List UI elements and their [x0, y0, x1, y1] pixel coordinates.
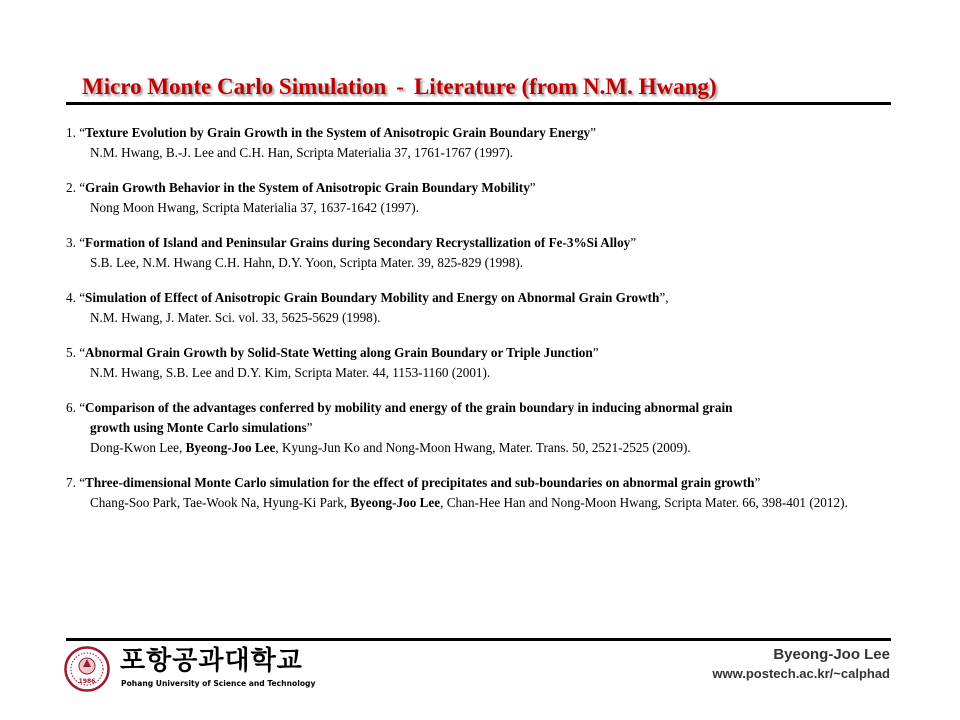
reference-item: 7. “Three-dimensional Monte Carlo simulation for the effect of precipitates and sub-boundaries on abnormal grain growth” Chang-Soo Park, Tae-Wook Na, Hyung-Ki Park, Byeong-Joo Lee, Chan-Hee Han and Nong-Moon Hwang, Scripta Mater. 66, 398-401 (2012). [66, 473, 926, 513]
reference-number: 2. [66, 180, 76, 195]
reference-title-continued: growth using Monte Carlo simulations [90, 420, 307, 435]
reference-title: Texture Evolution by Grain Growth in the System of Anisotropic Grain Boundary Energy [85, 125, 591, 140]
author-name: Byeong-Joo Lee [773, 646, 890, 663]
seal-year: 1986 [78, 678, 96, 685]
reference-title: Formation of Island and Peninsular Grains during Secondary Recrystallization of Fe-3%Si Alloy [85, 235, 631, 250]
title-divider [66, 102, 891, 105]
reference-number: 6. [66, 400, 76, 415]
reference-title: Abnormal Grain Growth by Solid-State Wetting along Grain Boundary or Triple Junction [85, 345, 593, 360]
highlighted-author: Byeong-Joo Lee [350, 495, 441, 510]
reference-citation: N.M. Hwang, B.-J. Lee and C.H. Han, Scripta Materialia 37, 1761-1767 (1997). [90, 145, 514, 160]
reference-citation: Chang-Soo Park, Tae-Wook Na, Hyung-Ki Park, Byeong-Joo Lee, Chan-Hee Han and Nong-Moon Hwang, Scripta Mater. 66, 398-401 (2012). [90, 495, 848, 510]
reference-number: 5. [66, 345, 76, 360]
reference-citation: Nong Moon Hwang, Scripta Materialia 37, 1637-1642 (1997). [90, 200, 419, 215]
reference-item: 5. “Abnormal Grain Growth by Solid-State Wetting along Grain Boundary or Triple Junction” N.M. Hwang, S.B. Lee and D.Y. Kim, Scripta Mater. 44, 1153-1160 (2001). [66, 343, 926, 383]
highlighted-author: Byeong-Joo Lee [185, 440, 276, 455]
university-seal-icon [64, 646, 110, 692]
reference-item: 1. “Texture Evolution by Grain Growth in the System of Anisotropic Grain Boundary Energy” N.M. Hwang, B.-J. Lee and C.H. Han, Scripta Materialia 37, 1761-1767 (1997). [66, 123, 926, 163]
slide-title [82, 74, 717, 100]
title-sub: Literature (from N.M. Hwang) [413, 74, 717, 99]
reference-citation: N.M. Hwang, S.B. Lee and D.Y. Kim, Scripta Mater. 44, 1153-1160 (2001). [90, 365, 491, 380]
reference-item: 4. “Simulation of Effect of Anisotropic Grain Boundary Mobility and Energy on Abnormal Grain Growth”, N.M. Hwang, J. Mater. Sci. vol. 33, 5625-5629 (1998). [66, 288, 926, 328]
reference-citation: S.B. Lee, N.M. Hwang C.H. Hahn, D.Y. Yoon, Scripta Mater. 39, 825-829 (1998). [90, 255, 524, 270]
reference-list [66, 123, 926, 528]
reference-item: 3. “Formation of Island and Peninsular Grains during Secondary Recrystallization of Fe-3%Si Alloy” S.B. Lee, N.M. Hwang C.H. Hahn, D.Y. Yoon, Scripta Mater. 39, 825-829 (1998). [66, 233, 926, 273]
title-separator: - [396, 74, 404, 99]
reference-number: 4. [66, 290, 76, 305]
reference-number: 7. [66, 475, 76, 490]
title-main: Micro Monte Carlo Simulation [82, 74, 387, 99]
reference-item: 2. “Grain Growth Behavior in the System of Anisotropic Grain Boundary Mobility” Nong Moon Hwang, Scripta Materialia 37, 1637-1642 (1997). [66, 178, 926, 218]
footer-divider [66, 638, 891, 641]
reference-item: 6. “Comparison of the advantages conferred by mobility and energy of the grain boundary in inducing abnormal grain growth using Monte Carlo simulations” Dong-Kwon Lee, Byeong-Joo Lee, Kyung-Jun Ko and Nong-Moon Hwang, Mater. Trans. 50, 2521-2525 (2009). [66, 398, 926, 458]
reference-title: Comparison of the advantages conferred by mobility and energy of the grain boundary in inducing abnormal grain [85, 400, 733, 415]
university-name-korean: 포항공과대학교 [120, 646, 303, 676]
author-url[interactable]: www.postech.ac.kr/~calphad [712, 666, 890, 681]
reference-number: 3. [66, 235, 76, 250]
reference-title: Three-dimensional Monte Carlo simulation for the effect of precipitates and sub-boundaries on abnormal grain growth [85, 475, 755, 490]
author-block [712, 645, 890, 683]
reference-citation: N.M. Hwang, J. Mater. Sci. vol. 33, 5625-5629 (1998). [90, 310, 381, 325]
reference-title: Simulation of Effect of Anisotropic Grain Boundary Mobility and Energy on Abnormal Grain Growth [85, 290, 660, 305]
reference-number: 1. [66, 125, 76, 140]
reference-title: Grain Growth Behavior in the System of Anisotropic Grain Boundary Mobility [85, 180, 530, 195]
university-name-english: Pohang University of Science and Technology [121, 679, 316, 688]
reference-citation: Dong-Kwon Lee, Byeong-Joo Lee, Kyung-Jun Ko and Nong-Moon Hwang, Mater. Trans. 50, 2521-2525 (2009). [90, 440, 691, 455]
